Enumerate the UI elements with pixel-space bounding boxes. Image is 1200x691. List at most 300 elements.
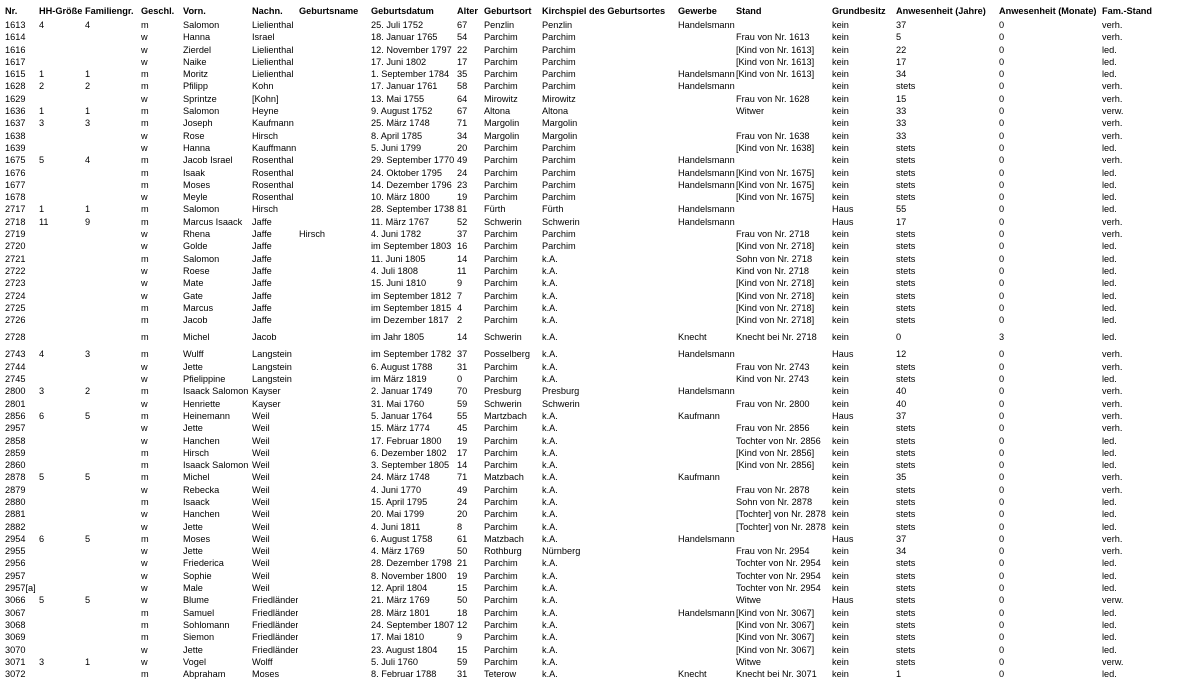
- cell-presence-months: 0: [999, 570, 1005, 581]
- cell-age: 67: [457, 106, 468, 117]
- cell-parish: Parchim: [542, 69, 576, 80]
- cell-age: 50: [457, 546, 468, 557]
- cell-birth-name: [298, 191, 370, 203]
- cell-birth-date: 4. März 1769: [371, 546, 425, 557]
- cell-age: 15: [457, 644, 468, 655]
- cell-parish: k.A.: [542, 656, 558, 667]
- cell-sex: m: [141, 632, 149, 643]
- cell-first-name: Jette: [183, 521, 203, 532]
- cell-last-name: Weil: [252, 583, 270, 594]
- cell-parish: k.A.: [542, 332, 558, 343]
- cell-age: 22: [457, 44, 468, 55]
- cell-presence-months: 0: [999, 167, 1005, 178]
- cell-last-name: Jaffe: [252, 216, 272, 227]
- cell-sex: m: [141, 619, 149, 630]
- cell-sex: w: [141, 241, 148, 252]
- cell-property: kein: [832, 460, 849, 471]
- cell-first-name: Jacob: [183, 315, 208, 326]
- cell-age: 31: [457, 361, 468, 372]
- cell-trade: [677, 508, 735, 520]
- cell-parish: k.A.: [542, 484, 558, 495]
- cell-birth-name: [298, 508, 370, 520]
- cell-age: 20: [457, 509, 468, 520]
- cell-nr: 3066: [5, 595, 26, 606]
- cell-parish: Parchim: [542, 167, 576, 178]
- cell-birthplace: Parchim: [484, 607, 518, 618]
- cell-birth-date: 12. November 1797: [371, 44, 452, 55]
- cell-trade: Handelsmann: [678, 167, 735, 178]
- cell-hh-size: 5: [39, 472, 45, 483]
- cell-nr: 2726: [5, 315, 26, 326]
- cell-birthplace: Parchim: [484, 632, 518, 643]
- cell-property: kein: [832, 374, 849, 385]
- cell-presence-months: 0: [999, 179, 1005, 190]
- cell-parish: Parchim: [542, 44, 576, 55]
- cell-parish: k.A.: [542, 509, 558, 520]
- cell-family-size: [84, 521, 140, 533]
- cell-birth-name: [298, 154, 370, 166]
- cell-marital-status: verh.: [1102, 398, 1123, 409]
- cell-birth-name: [298, 314, 370, 326]
- cell-trade: [677, 570, 735, 582]
- cell-hh-size: [38, 459, 84, 471]
- cell-family-size: [84, 191, 140, 203]
- cell-presence-years: 40: [896, 398, 907, 409]
- cell-birth-date: 24. Oktober 1795: [371, 167, 442, 178]
- cell-hh-size: [38, 557, 84, 569]
- cell-hh-size: [38, 545, 84, 557]
- cell-trade: [677, 582, 735, 594]
- cell-last-name: Friedländer: [252, 595, 298, 606]
- cell-birthplace: Margolin: [484, 130, 520, 141]
- cell-property: kein: [832, 93, 849, 104]
- cell-presence-years: stets: [896, 315, 916, 326]
- cell-status: Witwe: [736, 595, 762, 606]
- cell-birthplace: Parchim: [484, 241, 518, 252]
- cell-presence-months: 0: [999, 20, 1005, 30]
- cell-sex: w: [141, 278, 148, 289]
- cell-birth-date: 28. März 1801: [371, 607, 430, 618]
- cell-age: 17: [457, 447, 468, 458]
- cell-family-size: 5: [85, 533, 91, 544]
- cell-status: [735, 19, 831, 31]
- cell-hh-size: [38, 447, 84, 459]
- cell-status: Frau von Nr. 1638: [736, 130, 810, 141]
- cell-property: kein: [832, 386, 849, 397]
- cell-family-size: [84, 302, 140, 314]
- cell-last-name: Friedländer: [252, 607, 298, 618]
- table-row: [4, 435, 1196, 447]
- cell-birth-date: im März 1819: [371, 374, 427, 385]
- cell-hh-size: 4: [39, 349, 45, 360]
- cell-presence-years: 12: [896, 349, 907, 360]
- cell-family-size: [84, 142, 140, 154]
- cell-nr: 1629: [5, 93, 26, 104]
- cell-birth-date: 11. März 1767: [371, 216, 430, 227]
- cell-hh-size: 6: [39, 410, 45, 421]
- cell-birth-name: [298, 459, 370, 471]
- cell-property: Haus: [832, 533, 854, 544]
- cell-presence-months: 0: [999, 265, 1005, 276]
- cell-presence-years: 37: [896, 20, 907, 30]
- cell-age: 9: [457, 632, 463, 643]
- cell-trade: [677, 619, 735, 631]
- cell-parish: k.A.: [542, 521, 558, 532]
- cell-family-size: 2: [85, 386, 91, 397]
- table-row: [4, 496, 1196, 508]
- cell-presence-months: 0: [999, 349, 1005, 360]
- cell-nr: 2957[a]: [5, 583, 36, 594]
- cell-nr: 1676: [5, 167, 26, 178]
- cell-parish: k.A.: [542, 374, 558, 385]
- cell-birth-date: 17. Juni 1802: [371, 56, 427, 67]
- cell-first-name: Michel: [183, 472, 210, 483]
- column-header-presence-years: Anwesenheit (Jahre): [896, 6, 986, 16]
- cell-first-name: Zierdel: [183, 44, 212, 55]
- cell-presence-years: stets: [896, 167, 916, 178]
- cell-presence-months: 0: [999, 435, 1005, 446]
- cell-presence-months: 0: [999, 496, 1005, 507]
- cell-birthplace: Matzbach: [484, 533, 524, 544]
- cell-trade: Handelsmann: [678, 533, 735, 544]
- cell-trade: [677, 44, 735, 56]
- cell-last-name: Weil: [252, 435, 270, 446]
- table-row: [4, 619, 1196, 631]
- cell-nr: 2880: [5, 496, 26, 507]
- cell-nr: 2719: [5, 229, 26, 240]
- cell-trade: [677, 496, 735, 508]
- cell-marital-status: led.: [1102, 374, 1117, 385]
- cell-status: [Kind von Nr. 3067]: [736, 619, 815, 630]
- cell-hh-size: [38, 644, 84, 656]
- cell-nr: 2743: [5, 349, 26, 360]
- cell-last-name: Langstein: [252, 374, 292, 385]
- cell-first-name: Wulff: [183, 349, 204, 360]
- cell-parish: k.A.: [542, 253, 558, 264]
- cell-presence-years: stets: [896, 192, 916, 203]
- cell-birth-name: [298, 68, 370, 80]
- cell-status: [Kind von Nr. 2856]: [736, 460, 815, 471]
- cell-trade: Kaufmann: [678, 472, 720, 483]
- cell-age: 19: [457, 435, 468, 446]
- cell-hh-size: [38, 56, 84, 68]
- cell-sex: w: [141, 558, 148, 569]
- table-row: [4, 607, 1196, 619]
- cell-presence-months: 0: [999, 669, 1005, 680]
- cell-age: 59: [457, 398, 468, 409]
- cell-birth-date: 13. Mai 1755: [371, 93, 425, 104]
- cell-presence-years: 35: [896, 472, 907, 483]
- cell-last-name: Jacob: [252, 332, 277, 343]
- cell-birth-name: [298, 398, 370, 410]
- cell-birth-name: [298, 447, 370, 459]
- cell-marital-status: led.: [1102, 44, 1117, 55]
- cell-birthplace: Parchim: [484, 583, 518, 594]
- cell-birth-date: 21. März 1769: [371, 595, 430, 606]
- cell-birth-name: [298, 203, 370, 215]
- cell-status: [Kind von Nr. 1675]: [736, 167, 815, 178]
- cell-presence-months: 0: [999, 533, 1005, 544]
- cell-marital-status: verh.: [1102, 118, 1123, 129]
- cell-birthplace: Mirowitz: [484, 93, 518, 104]
- cell-first-name: Pfilipp: [183, 81, 209, 92]
- table-row: [4, 545, 1196, 557]
- cell-presence-years: stets: [896, 570, 916, 581]
- cell-birthplace: Parchim: [484, 265, 518, 276]
- cell-trade: [677, 435, 735, 447]
- cell-birth-name: [298, 179, 370, 191]
- table-row: [4, 385, 1196, 397]
- cell-first-name: Marcus: [183, 302, 214, 313]
- cell-trade: [677, 594, 735, 606]
- cell-age: 58: [457, 81, 468, 92]
- cell-presence-months: 0: [999, 69, 1005, 80]
- cell-marital-status: verh.: [1102, 93, 1123, 104]
- cell-birth-name: [298, 496, 370, 508]
- cell-status: Sohn von Nr. 2718: [736, 253, 813, 264]
- cell-property: kein: [832, 558, 849, 569]
- cell-parish: k.A.: [542, 669, 558, 680]
- cell-status: [Kind von Nr. 1638]: [736, 142, 815, 153]
- cell-trade: [677, 557, 735, 569]
- cell-marital-status: verh.: [1102, 361, 1123, 372]
- cell-presence-years: stets: [896, 423, 916, 434]
- cell-birthplace: Fürth: [484, 204, 506, 215]
- cell-last-name: Weil: [252, 521, 270, 532]
- cell-nr: 2957: [5, 570, 26, 581]
- cell-presence-years: 55: [896, 204, 907, 215]
- cell-status: [Kind von Nr. 3067]: [736, 607, 815, 618]
- cell-status: [735, 533, 831, 545]
- cell-property: kein: [832, 435, 849, 446]
- column-header-marital-status: Fam.-Stand: [1102, 6, 1153, 16]
- cell-status: Frau von Nr. 2743: [736, 361, 810, 372]
- cell-birth-date: im September 1782: [371, 349, 452, 360]
- cell-marital-status: led.: [1102, 69, 1117, 80]
- cell-sex: m: [141, 472, 149, 483]
- table-row: [4, 314, 1196, 326]
- cell-first-name: Moses: [183, 179, 211, 190]
- cell-hh-size: [38, 435, 84, 447]
- cell-hh-size: [38, 253, 84, 265]
- table-row: [4, 361, 1196, 373]
- cell-trade: Handelsmann: [678, 81, 735, 92]
- cell-age: 12: [457, 619, 468, 630]
- cell-marital-status: led.: [1102, 278, 1117, 289]
- cell-sex: m: [141, 533, 149, 544]
- cell-status: [Kind von Nr. 1675]: [736, 179, 815, 190]
- cell-parish: Fürth: [542, 204, 564, 215]
- cell-trade: [677, 56, 735, 68]
- cell-sex: m: [141, 447, 149, 458]
- cell-birth-name: [298, 302, 370, 314]
- cell-birth-name: [298, 277, 370, 289]
- cell-presence-years: stets: [896, 229, 916, 240]
- cell-property: kein: [832, 265, 849, 276]
- table-row: [4, 557, 1196, 569]
- cell-sex: w: [141, 32, 148, 43]
- cell-trade: [677, 130, 735, 142]
- cell-nr: 1617: [5, 56, 26, 67]
- cell-marital-status: led.: [1102, 56, 1117, 67]
- cell-presence-years: stets: [896, 656, 916, 667]
- cell-presence-months: 0: [999, 484, 1005, 495]
- cell-presence-months: 3: [999, 332, 1005, 343]
- cell-presence-months: 0: [999, 44, 1005, 55]
- cell-birth-name: [298, 619, 370, 631]
- table-row: [4, 302, 1196, 314]
- cell-family-size: [84, 545, 140, 557]
- cell-status: Knecht bei Nr. 2718: [736, 332, 817, 343]
- cell-parish: Parchim: [542, 142, 576, 153]
- cell-birthplace: Parchim: [484, 229, 518, 240]
- cell-age: 23: [457, 179, 468, 190]
- cell-nr: 2858: [5, 435, 26, 446]
- cell-birth-name: [298, 373, 370, 385]
- cell-birth-name: Hirsch: [299, 229, 326, 240]
- cell-last-name: Moses: [252, 669, 280, 680]
- cell-nr: 3071: [5, 656, 26, 667]
- cell-status: [Kind von Nr. 2718]: [736, 241, 815, 252]
- cell-birthplace: Parchim: [484, 302, 518, 313]
- cell-status: Frau von Nr. 2718: [736, 229, 810, 240]
- cell-presence-years: 33: [896, 106, 907, 117]
- cell-hh-size: [38, 484, 84, 496]
- cell-last-name: Kohn: [252, 81, 274, 92]
- cell-parish: k.A.: [542, 496, 558, 507]
- cell-birth-date: 4. Juni 1782: [371, 229, 422, 240]
- cell-marital-status: led.: [1102, 167, 1117, 178]
- cell-nr: 2957: [5, 423, 26, 434]
- cell-marital-status: verh.: [1102, 533, 1123, 544]
- cell-sex: m: [141, 386, 149, 397]
- cell-age: 14: [457, 253, 468, 264]
- cell-presence-months: 0: [999, 56, 1005, 67]
- cell-property: kein: [832, 44, 849, 55]
- cell-presence-months: 0: [999, 302, 1005, 313]
- cell-property: kein: [832, 447, 849, 458]
- cell-birth-date: 15. Juni 1810: [371, 278, 427, 289]
- cell-property: kein: [832, 546, 849, 557]
- table-row: [4, 31, 1196, 43]
- cell-first-name: Isaak: [183, 167, 205, 178]
- cell-birth-date: 20. Mai 1799: [371, 509, 425, 520]
- cell-parish: k.A.: [542, 619, 558, 630]
- cell-first-name: Rose: [183, 130, 205, 141]
- cell-property: kein: [832, 192, 849, 203]
- cell-property: Haus: [832, 349, 854, 360]
- table-row: [4, 508, 1196, 520]
- cell-presence-years: stets: [896, 241, 916, 252]
- cell-birth-name: [298, 265, 370, 277]
- cell-age: 55: [457, 410, 468, 421]
- cell-status: Tochter von Nr. 2856: [736, 435, 821, 446]
- cell-trade: [677, 373, 735, 385]
- cell-property: kein: [832, 118, 849, 129]
- cell-last-name: Langstein: [252, 361, 292, 372]
- table-row: [4, 228, 1196, 240]
- cell-hh-size: [38, 521, 84, 533]
- cell-parish: Parchim: [542, 229, 576, 240]
- cell-birth-name: [298, 240, 370, 252]
- table-header-row: [4, 3, 1196, 19]
- cell-presence-months: 0: [999, 632, 1005, 643]
- cell-parish: k.A.: [542, 632, 558, 643]
- cell-birth-name: [298, 656, 370, 668]
- cell-birth-date: 9. August 1752: [371, 106, 433, 117]
- cell-birth-name: [298, 471, 370, 483]
- cell-presence-years: 1: [896, 669, 902, 680]
- cell-status: [Kind von Nr. 1613]: [736, 56, 815, 67]
- cell-family-size: [84, 44, 140, 56]
- cell-presence-months: 0: [999, 142, 1005, 153]
- cell-presence-years: 33: [896, 118, 907, 129]
- cell-birthplace: Presburg: [484, 386, 522, 397]
- cell-trade: [677, 656, 735, 668]
- cell-status: [Kind von Nr. 1613]: [736, 44, 815, 55]
- cell-sex: m: [141, 106, 149, 117]
- cell-trade: [677, 277, 735, 289]
- cell-presence-years: 33: [896, 130, 907, 141]
- cell-status: Frau von Nr. 1628: [736, 93, 810, 104]
- cell-parish: Altona: [542, 106, 569, 117]
- cell-nr: 2718: [5, 216, 26, 227]
- cell-hh-size: [38, 302, 84, 314]
- cell-sex: m: [141, 167, 149, 178]
- cell-nr: 2717: [5, 204, 26, 215]
- cell-property: kein: [832, 332, 849, 343]
- cell-birth-name: [298, 361, 370, 373]
- cell-marital-status: verh.: [1102, 484, 1123, 495]
- cell-birthplace: Schwerin: [484, 216, 522, 227]
- column-header-age: Alter: [457, 6, 478, 16]
- cell-first-name: Roese: [183, 265, 210, 276]
- cell-birth-date: 11. Juni 1805: [371, 253, 426, 264]
- cell-property: kein: [832, 179, 849, 190]
- column-header-birth-name: Geburtsname: [299, 6, 359, 16]
- cell-presence-months: 0: [999, 386, 1005, 397]
- cell-family-size: 4: [85, 20, 91, 30]
- cell-birth-name: [298, 668, 370, 680]
- table-row: [4, 459, 1196, 471]
- cell-presence-months: 0: [999, 656, 1005, 667]
- cell-sex: w: [141, 435, 148, 446]
- cell-last-name: Weil: [252, 472, 270, 483]
- cell-family-size: 1: [85, 656, 91, 667]
- cell-hh-size: [38, 326, 84, 348]
- cell-hh-size: [38, 668, 84, 680]
- cell-presence-years: stets: [896, 496, 916, 507]
- cell-birthplace: Parchim: [484, 290, 518, 301]
- cell-family-size: [84, 607, 140, 619]
- table-row: [4, 447, 1196, 459]
- table-row: [4, 191, 1196, 203]
- cell-parish: Parchim: [542, 179, 576, 190]
- cell-age: 70: [457, 386, 468, 397]
- cell-trade: [677, 447, 735, 459]
- cell-presence-years: stets: [896, 290, 916, 301]
- table-row: [4, 668, 1196, 680]
- cell-property: Haus: [832, 595, 854, 606]
- cell-status: [Kind von Nr. 2718]: [736, 302, 815, 313]
- cell-trade: Knecht: [678, 669, 707, 680]
- cell-sex: m: [141, 669, 149, 680]
- cell-sex: w: [141, 546, 148, 557]
- cell-marital-status: led.: [1102, 204, 1117, 215]
- cell-property: kein: [832, 142, 849, 153]
- cell-birth-date: im Jahr 1805: [371, 331, 425, 342]
- table-row: [4, 179, 1196, 191]
